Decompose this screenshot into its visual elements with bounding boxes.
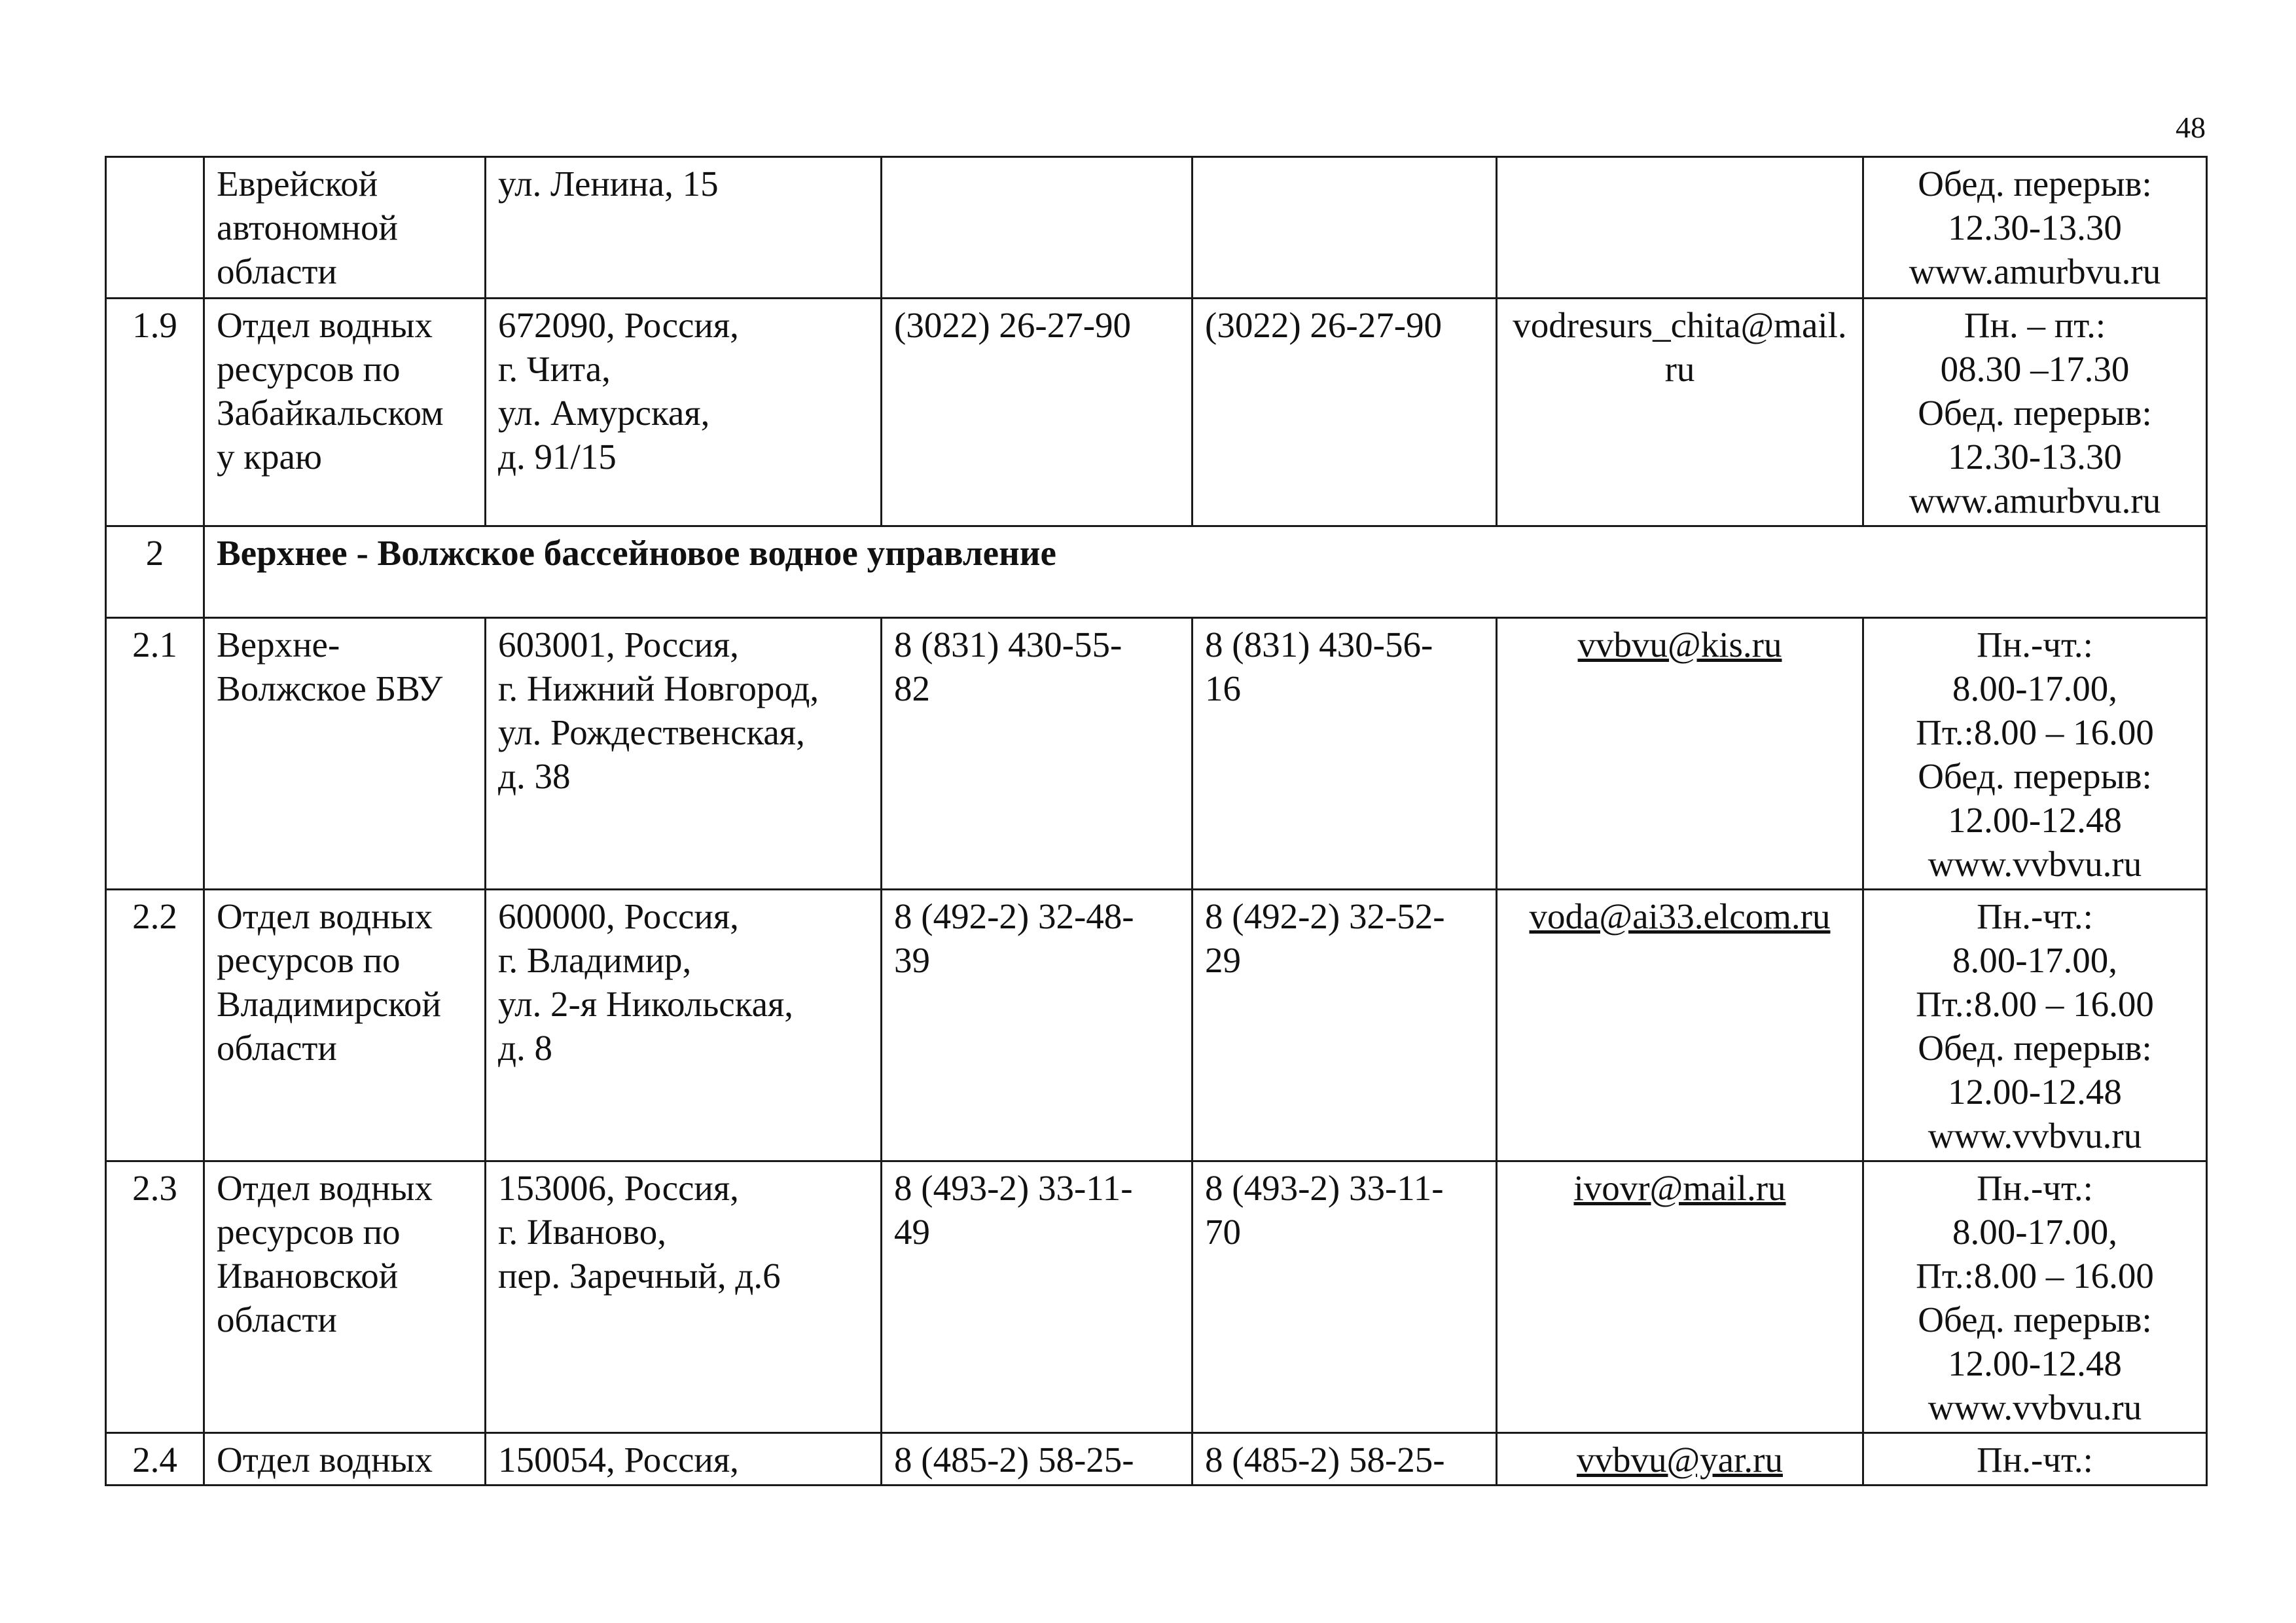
office-name: Отдел водных ресурсов по Владимирской области bbox=[204, 890, 486, 1161]
office-fax: 8 (485-2) 58-25- bbox=[1193, 1433, 1497, 1486]
table-row bbox=[106, 618, 2207, 890]
office-email-link[interactable]: voda@ai33.elcom.ru bbox=[1529, 896, 1831, 936]
office-phone: 8 (492-2) 32-48- 39 bbox=[882, 890, 1193, 1161]
section-row bbox=[106, 526, 2207, 618]
office-address: 600000, Россия, г. Владимир, ул. 2-я Никольская, д. 8 bbox=[486, 890, 882, 1161]
row-number: 1.9 bbox=[106, 299, 204, 526]
office-hours: Пн.-чт.: bbox=[1863, 1433, 2207, 1486]
office-email-link[interactable]: ivovr@mail.ru bbox=[1573, 1168, 1786, 1208]
office-phone: 8 (493-2) 33-11- 49 bbox=[882, 1161, 1193, 1433]
office-address: 150054, Россия, bbox=[486, 1433, 882, 1486]
row-number bbox=[106, 157, 204, 299]
office-name: Отдел водных ресурсов по Забайкальском у краю bbox=[204, 299, 486, 526]
office-phone: 8 (485-2) 58-25- bbox=[882, 1433, 1193, 1486]
office-fax bbox=[1193, 157, 1497, 299]
table-row bbox=[106, 1161, 2207, 1433]
office-phone: (3022) 26-27-90 bbox=[882, 299, 1193, 526]
office-phone: 8 (831) 430-55- 82 bbox=[882, 618, 1193, 890]
office-fax: 8 (492-2) 32-52- 29 bbox=[1193, 890, 1497, 1161]
office-address: 672090, Россия, г. Чита, ул. Амурская, д. 91/15 bbox=[486, 299, 882, 526]
office-hours: Пн.-чт.: 8.00-17.00, Пт.:8.00 – 16.00 Обед. перерыв: 12.00-12.48 www.vvbvu.ru bbox=[1863, 1161, 2207, 1433]
office-name: Верхне- Волжское БВУ bbox=[204, 618, 486, 890]
office-hours: Пн.-чт.: 8.00-17.00, Пт.:8.00 – 16.00 Обед. перерыв: 12.00-12.48 www.vvbvu.ru bbox=[1863, 618, 2207, 890]
office-fax: 8 (831) 430-56- 16 bbox=[1193, 618, 1497, 890]
office-email-cell bbox=[1497, 618, 1863, 890]
office-hours: Обед. перерыв: 12.30-13.30 www.amurbvu.ru bbox=[1863, 157, 2207, 299]
office-email[interactable]: vodresurs_chita@mail.ru bbox=[1497, 299, 1863, 526]
office-hours: Пн.-чт.: 8.00-17.00, Пт.:8.00 – 16.00 Обед. перерыв: 12.00-12.48 www.vvbvu.ru bbox=[1863, 890, 2207, 1161]
office-email-link[interactable]: vvbvu@kis.ru bbox=[1577, 625, 1782, 665]
row-number: 2.3 bbox=[106, 1161, 204, 1433]
office-fax: 8 (493-2) 33-11- 70 bbox=[1193, 1161, 1497, 1433]
page-number: 48 bbox=[2176, 111, 2206, 144]
row-number: 2.2 bbox=[106, 890, 204, 1161]
office-email bbox=[1497, 157, 1863, 299]
office-address: 153006, Россия, г. Иваново, пер. Заречный, д.6 bbox=[486, 1161, 882, 1433]
office-name: Еврейской автономной области bbox=[204, 157, 486, 299]
office-phone bbox=[882, 157, 1193, 299]
office-hours: Пн. – пт.: 08.30 –17.30 Обед. перерыв: 12.30-13.30 www.amurbvu.ru bbox=[1863, 299, 2207, 526]
table-row bbox=[106, 157, 2207, 299]
table-row bbox=[106, 299, 2207, 526]
row-number: 2.1 bbox=[106, 618, 204, 890]
office-address: ул. Ленина, 15 bbox=[486, 157, 882, 299]
office-address: 603001, Россия, г. Нижний Новгород, ул. Рождественская, д. 38 bbox=[486, 618, 882, 890]
water-offices-table bbox=[105, 156, 2208, 1486]
office-name: Отдел водных bbox=[204, 1433, 486, 1486]
table-row bbox=[106, 1433, 2207, 1486]
section-number: 2 bbox=[106, 526, 204, 618]
office-fax: (3022) 26-27-90 bbox=[1193, 299, 1497, 526]
table-row bbox=[106, 890, 2207, 1161]
office-email-link[interactable]: vvbvu@yar.ru bbox=[1577, 1440, 1783, 1480]
office-name: Отдел водных ресурсов по Ивановской области bbox=[204, 1161, 486, 1433]
row-number: 2.4 bbox=[106, 1433, 204, 1486]
office-email-cell bbox=[1497, 1433, 1863, 1486]
office-email-cell bbox=[1497, 890, 1863, 1161]
section-title: Верхнее - Волжское бассейновое водное управление bbox=[204, 526, 2207, 618]
office-email-cell bbox=[1497, 1161, 1863, 1433]
